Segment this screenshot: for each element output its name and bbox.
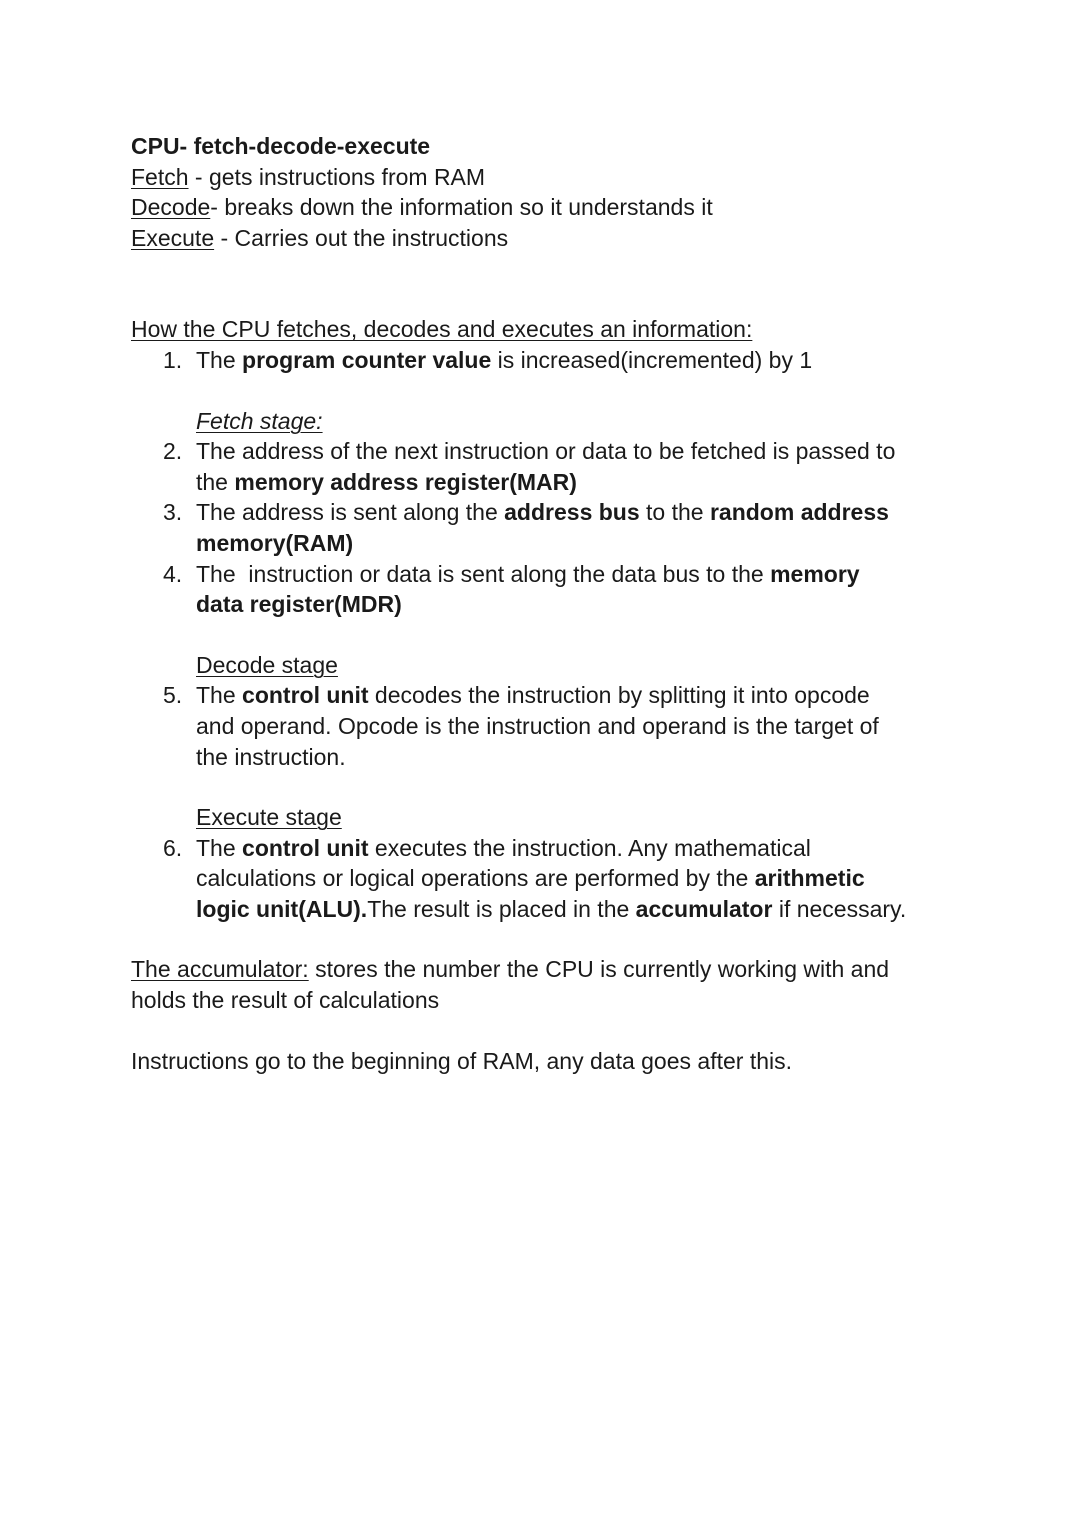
list-item [131, 345, 961, 376]
step-keyword: control unit [242, 834, 369, 861]
step-keyword: random address [709, 499, 889, 526]
list-number: 2. [163, 438, 183, 465]
footer-note: Instructions go to the beginning of RAM, any data goes after this. [131, 1047, 793, 1074]
step-keyword: memory address register(MAR) [234, 468, 577, 495]
step-text: decodes the instruction by splitting it into opcode [368, 682, 870, 709]
list-number: 5. [163, 682, 183, 709]
definition-fetch [131, 162, 961, 193]
step-text: The [196, 834, 243, 861]
step-text: the instruction. [196, 743, 346, 770]
step-keyword: program counter value [242, 346, 492, 373]
step-keyword: data register(MDR) [196, 591, 402, 618]
list-number: 3. [163, 499, 183, 526]
document-title: CPU- fetch-decode-execute [131, 133, 431, 159]
step-text: The [196, 346, 243, 373]
decode-stage-heading: Decode stage [196, 651, 338, 678]
process-heading: How the CPU fetches, decodes and executes an information: [131, 316, 753, 343]
list-item [131, 559, 961, 620]
accumulator-text: stores the number the CPU is currently working with and [308, 956, 890, 983]
fetch-stage-heading: Fetch stage: [196, 407, 323, 434]
list-number: 6. [163, 834, 183, 861]
definition-term: Fetch [131, 163, 189, 190]
definition-term: Decode [131, 194, 211, 221]
step-keyword: accumulator [635, 895, 773, 922]
step-keyword: control unit [242, 682, 369, 709]
list-number: 1. [163, 346, 183, 373]
step-text: calculations or logical operations are performed by the [196, 865, 755, 892]
step-keyword: memory [770, 560, 860, 587]
definition-term: Execute [131, 224, 215, 251]
step-text: and operand. Opcode is the instruction and operand is the target of [196, 712, 879, 739]
list-number: 4. [163, 560, 183, 587]
step-text: is increased(incremented) by 1 [491, 346, 813, 373]
definition-execute [131, 223, 961, 254]
list-item [131, 833, 961, 925]
step-text: executes the instruction. Any mathematical [368, 834, 811, 861]
execute-stage-heading: Execute stage [196, 804, 342, 831]
step-keyword: logic unit(ALU). [196, 895, 368, 922]
step-text: The result is placed in the [367, 895, 636, 922]
accumulator-term: The accumulator: [131, 956, 309, 983]
step-keyword: memory(RAM) [196, 529, 354, 556]
definition-decode [131, 192, 961, 223]
step-text: to the [639, 499, 710, 526]
document-page [131, 131, 961, 1076]
step-text: if necessary. [772, 895, 907, 922]
list-item [131, 680, 961, 772]
accumulator-text: holds the result of calculations [131, 987, 440, 1014]
definition-text: - breaks down the information so it understands it [210, 194, 713, 221]
step-text: The [196, 682, 243, 709]
accumulator-definition [131, 954, 961, 985]
definition-text: - gets instructions from RAM [188, 163, 486, 190]
step-text: The address of the next instruction or data to be fetched is passed to [196, 438, 896, 465]
step-keyword: arithmetic [754, 865, 865, 892]
list-item [131, 436, 961, 497]
list-item [131, 497, 961, 558]
step-keyword: address bus [504, 499, 640, 526]
definition-text: - Carries out the instructions [214, 224, 509, 251]
step-text: the [196, 468, 235, 495]
step-text: The instruction or data is sent along the data bus to the [196, 560, 771, 587]
step-text: The address is sent along the [196, 499, 505, 526]
